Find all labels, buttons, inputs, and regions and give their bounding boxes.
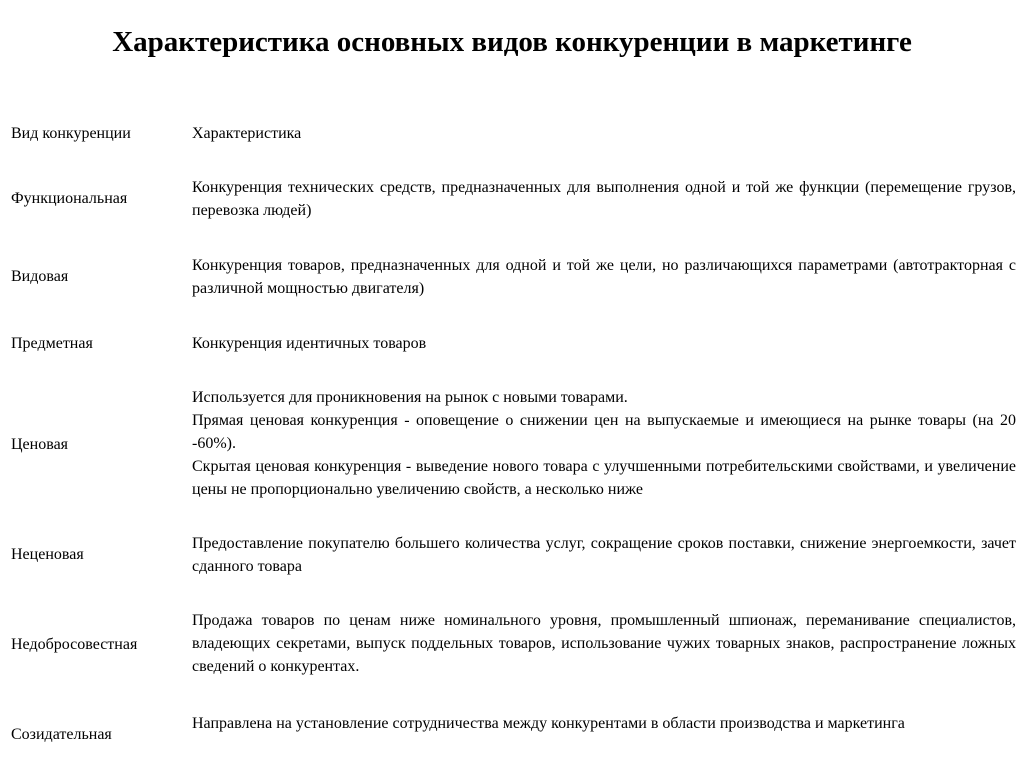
description-paragraph: Направлена на установление сотрудничества между конкурентами в области производства и маркетинга [192, 715, 905, 732]
competition-description [192, 532, 1016, 578]
competition-type: Функциональная [11, 190, 128, 207]
competition-type: Ценовая [11, 436, 69, 453]
competition-description [192, 712, 1016, 735]
header-col-type: Вид конкуренции [11, 125, 131, 142]
competition-type: Созидательная [11, 726, 112, 743]
competition-description [192, 332, 1016, 355]
competition-description [192, 386, 1016, 501]
competition-type: Видовая [11, 268, 69, 285]
competition-description [192, 176, 1016, 222]
description-paragraph: Конкуренция идентичных товаров [192, 335, 427, 352]
competition-description [192, 609, 1016, 678]
description-paragraph: Конкуренция технических средств, предназначенных для выполнения одной и той же функции (перемещение грузов, перевозка людей) [192, 179, 1016, 219]
header-col-description: Характеристика [192, 125, 302, 142]
page-title: Характеристика основных видов конкуренции в маркетинге [112, 26, 912, 58]
description-paragraph: Прямая ценовая конкуренция - оповещение о снижении цен на выпускаемые и имеющиеся на рынке товары (на 20 -60%). [192, 412, 1016, 452]
competition-type: Неценовая [11, 546, 84, 563]
competition-type: Предметная [11, 335, 93, 352]
competition-type: Недобросовестная [11, 636, 138, 653]
competition-description [192, 254, 1016, 300]
description-paragraph: Продажа товаров по ценам ниже номинального уровня, промышленный шпионаж, переманивание специалистов, владеющих секретами, выпуск поддельных товаров, использование чужих товарных знаков, распространение ложных сведений о конкурентах. [192, 612, 1016, 675]
description-paragraph: Предоставление покупателю большего количества услуг, сокращение сроков поставки, снижение энергоемкости, зачет сданного товара [192, 535, 1016, 575]
description-paragraph: Конкуренция товаров, предназначенных для одной и той же цели, но различающихся параметрами (автотракторная с различной мощностью двигателя) [192, 257, 1016, 297]
description-paragraph: Скрытая ценовая конкуренция - выведение нового товара с улучшенными потребительскими свойствами, и увеличение цены не пропорционально увеличению свойств, а несколько ниже [192, 458, 1016, 498]
description-paragraph: Используется для проникновения на рынок с новыми товарами. [192, 389, 628, 406]
